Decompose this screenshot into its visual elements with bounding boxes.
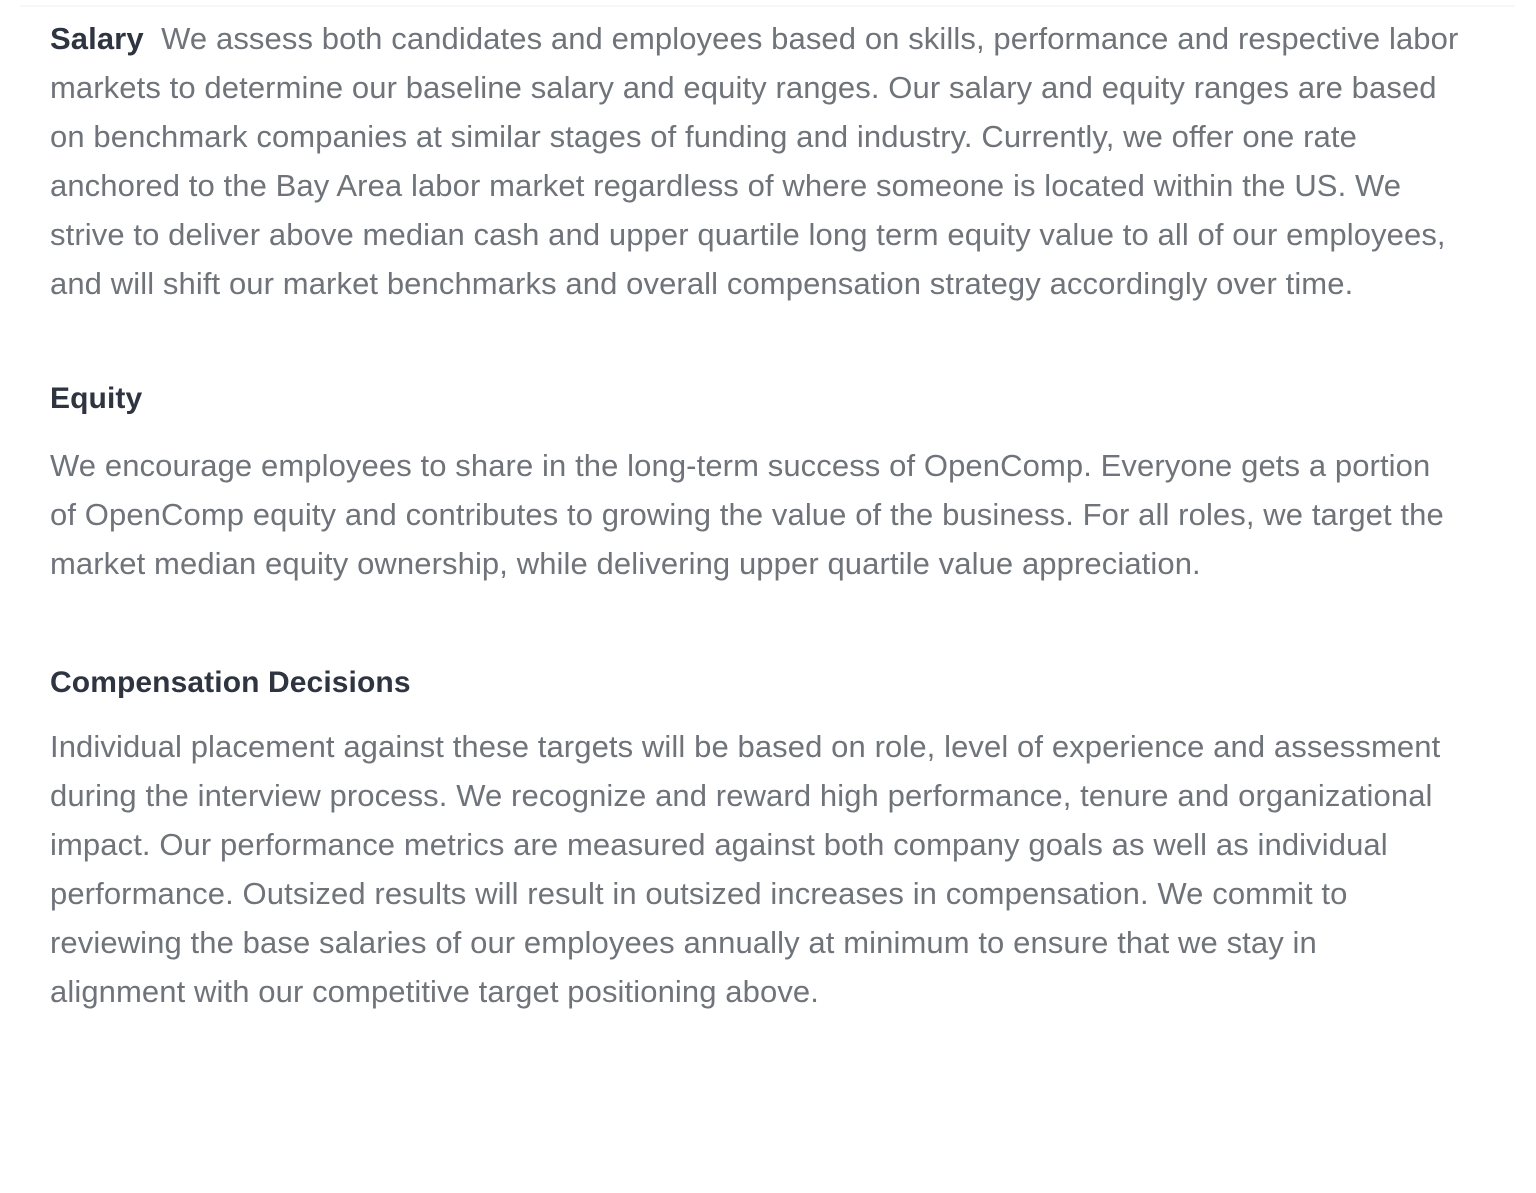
heading-body-gap: [50, 705, 1460, 722]
heading-body-gap: [50, 421, 1460, 441]
section-gap: [50, 588, 1460, 661]
paragraph-equity: We encourage employees to share in the long-term success of OpenComp. Everyone gets a portion of OpenComp equity and contributes to growing the value of the business. For all roles, we target the market median equity ownership, while delivering upper quartile value appreciation.: [50, 448, 1444, 581]
section-heading-equity: Equity: [50, 382, 143, 415]
section-gap: [50, 308, 1460, 377]
paragraph-salary-body: We assess both candidates and employees based on skills, performance and respective labor markets to determine our baseline salary and equity ranges. Our salary and equity ranges are based on benchmark companies at similar stages of funding and industry. Currently, we offer one rate anchored to the Bay Area labor market regardless of where someone is located within the US. We strive to deliver above median cash and upper quartile long term equity value to all of our employees, and will shift our market benchmarks and overall compensation strategy accordingly over time.: [50, 21, 1459, 301]
run-in-heading-salary: Salary: [50, 21, 144, 56]
paragraph-compensation-decisions: Individual placement against these targets will be based on role, level of experience and assessment during the interview process. We recognize and reward high performance, tenure and organizational impact. Our performance metrics are measured against both company goals as well as individual performance. Outsized results will result in outsized increases in compensation. We commit to reviewing the base salaries of our employees annually at minimum to ensure that we stay in alignment with our competitive target positioning above.: [50, 729, 1441, 1009]
document-content: [50, 14, 1460, 1016]
section-heading-compensation-decisions: Compensation Decisions: [50, 666, 411, 699]
paragraph-salary: [50, 14, 1460, 308]
paragraph-salary-text: [144, 21, 161, 56]
top-divider: [20, 5, 1515, 7]
